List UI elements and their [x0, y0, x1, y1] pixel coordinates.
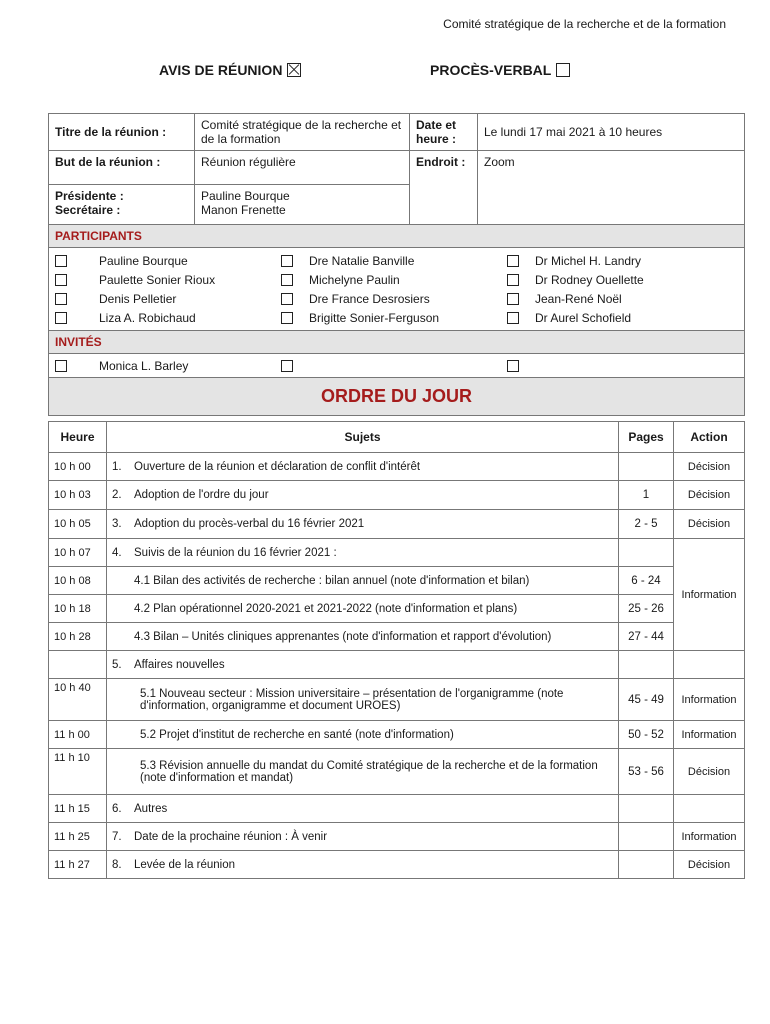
participant-name: Dre Natalie Banville	[309, 253, 415, 268]
agenda-action: Information	[674, 823, 745, 851]
participant-checkbox[interactable]	[507, 312, 519, 324]
col-action-header: Action	[674, 422, 745, 453]
agenda-action	[674, 651, 745, 679]
agenda-num: 5.	[112, 658, 122, 671]
agenda-subject: 4.1 Bilan des activités de recherche : bilan annuel (note d'information et bilan)	[134, 574, 530, 587]
agenda-pages	[619, 651, 674, 679]
agenda-pages	[619, 453, 674, 481]
agenda-subject: Adoption de l'ordre du jour	[134, 489, 269, 501]
participant-checkbox[interactable]	[281, 255, 293, 267]
agenda-action: Information	[674, 539, 745, 651]
participant-name: Pauline Bourque	[99, 253, 188, 268]
participant-checkbox[interactable]	[281, 274, 293, 286]
agenda-action: Décision	[674, 749, 745, 795]
agenda-subject: Ouverture de la réunion et déclaration de conflit d'intérêt	[134, 460, 421, 473]
agenda-pages	[619, 795, 674, 823]
agenda-subject: 5.2 Projet d'institut de recherche en santé (note d'information)	[140, 728, 454, 741]
agenda-subject: Suivis de la réunion du 16 février 2021 :	[134, 546, 337, 559]
agenda-time: 10 h 07	[49, 539, 107, 567]
agenda-row	[49, 795, 745, 823]
agenda-row	[49, 651, 745, 679]
agenda-row	[49, 453, 745, 481]
date-value: Le lundi 17 mai 2021 à 10 heures	[478, 114, 745, 151]
col-time-header: Heure	[49, 422, 107, 453]
agenda-row	[49, 539, 745, 567]
col-subjects-header: Sujets	[107, 422, 619, 453]
agenda-pages	[619, 823, 674, 851]
guest-name	[309, 356, 507, 375]
agenda-heading: ORDRE DU JOUR	[49, 378, 745, 416]
agenda-pages: 50 - 52	[619, 721, 674, 749]
agenda-row	[49, 851, 745, 879]
agenda-time: 11 h 10	[49, 749, 107, 795]
agenda-num: 8.	[112, 858, 122, 871]
agenda-time: 11 h 25	[49, 823, 107, 851]
agenda-action: Décision	[674, 481, 745, 510]
participant-name: Dr Rodney Ouellette	[535, 272, 644, 287]
agenda-time: 11 h 15	[49, 795, 107, 823]
agenda-num: 3.	[112, 518, 122, 530]
agenda-time: 10 h 28	[49, 623, 107, 651]
participant-checkbox[interactable]	[507, 293, 519, 305]
agenda-num: 6.	[112, 802, 122, 815]
agenda-pages: 1	[619, 481, 674, 510]
agenda-subject: 4.2 Plan opérationnel 2020-2021 et 2021-2022 (note d'information et plans)	[134, 602, 518, 615]
guest-name: Monica L. Barley	[99, 358, 189, 373]
agenda-subject: Affaires nouvelles	[134, 658, 225, 671]
participant-checkbox[interactable]	[507, 274, 519, 286]
notice-pv-label: PROCÈS-VERBAL	[430, 62, 552, 78]
participant-name: Brigitte Sonier-Ferguson	[309, 310, 440, 325]
avis-checked-checkbox[interactable]	[287, 63, 301, 77]
notice-avis-label: AVIS DE RÉUNION	[159, 62, 283, 78]
agenda-action: Décision	[674, 510, 745, 539]
agenda-num: 7.	[112, 830, 122, 843]
participant-name: Dre France Desrosiers	[309, 291, 430, 306]
meeting-info-table	[48, 113, 745, 416]
notice-avis	[159, 62, 301, 78]
agenda-row	[49, 567, 745, 595]
roles-labels	[49, 185, 195, 225]
secretary-label: Secrétaire :	[55, 203, 121, 217]
agenda-time: 10 h 05	[49, 510, 107, 539]
participant-name: Michelyne Paulin	[309, 272, 400, 287]
title-value: Comité stratégique de la recherche et de la formation	[195, 114, 410, 151]
agenda-pages: 53 - 56	[619, 749, 674, 795]
notice-pv	[430, 62, 570, 78]
agenda-row	[49, 679, 745, 721]
chair-value: Pauline Bourque	[201, 189, 290, 203]
pv-checkbox[interactable]	[556, 63, 570, 77]
guest-name	[535, 356, 738, 375]
participant-name: Jean-René Noël	[535, 291, 622, 306]
agenda-action: Décision	[674, 851, 745, 879]
agenda-row	[49, 595, 745, 623]
guest-checkbox[interactable]	[507, 360, 519, 372]
agenda-subject: Adoption du procès-verbal du 16 février 2021	[134, 518, 365, 530]
agenda-time: 11 h 27	[49, 851, 107, 879]
participants-heading: PARTICIPANTS	[49, 225, 745, 248]
participant-name: Dr Michel H. Landry	[535, 253, 642, 268]
secretary-value: Manon Frenette	[201, 203, 286, 217]
place-value: Zoom	[478, 151, 745, 225]
participant-checkbox[interactable]	[55, 293, 67, 305]
guests-list	[49, 354, 745, 378]
agenda-action: Information	[674, 679, 745, 721]
participant-checkbox[interactable]	[281, 293, 293, 305]
agenda-subject: Date de la prochaine réunion : À venir	[134, 830, 328, 843]
agenda-time: 10 h 40	[49, 679, 107, 721]
agenda-row	[49, 721, 745, 749]
purpose-label: But de la réunion :	[49, 151, 195, 185]
agenda-subject: 4.3 Bilan – Unités cliniques apprenantes (note d'information et rapport d'évolution)	[134, 630, 552, 643]
agenda-row	[49, 481, 745, 510]
guests-heading: INVITÉS	[49, 331, 745, 354]
purpose-value: Réunion régulière	[195, 151, 410, 185]
guest-checkbox[interactable]	[55, 360, 67, 372]
participant-name: Denis Pelletier	[99, 291, 177, 306]
chair-label: Présidente :	[55, 189, 124, 203]
agenda-row	[49, 623, 745, 651]
agenda-subject: Levée de la réunion	[134, 858, 236, 871]
agenda-time	[49, 651, 107, 679]
agenda-row	[49, 510, 745, 539]
participant-checkbox[interactable]	[55, 274, 67, 286]
agenda-pages	[619, 851, 674, 879]
agenda-subject: 5.1 Nouveau secteur : Mission universitaire – présentation de l'organigramme (note d'information, organigramme et document UROES)	[140, 687, 564, 712]
agenda-pages: 25 - 26	[619, 595, 674, 623]
agenda-pages: 2 - 5	[619, 510, 674, 539]
col-pages-header: Pages	[619, 422, 674, 453]
date-label: Date et heure :	[410, 114, 478, 151]
roles-values	[195, 185, 410, 225]
organization-header: Comité stratégique de la recherche et de la formation	[443, 17, 726, 31]
participant-checkbox[interactable]	[281, 312, 293, 324]
agenda-action: Décision	[674, 453, 745, 481]
place-label: Endroit :	[410, 151, 478, 225]
participant-checkbox[interactable]	[55, 312, 67, 324]
agenda-table	[48, 421, 745, 879]
agenda-time: 10 h 03	[49, 481, 107, 510]
agenda-pages: 45 - 49	[619, 679, 674, 721]
agenda-time: 11 h 00	[49, 721, 107, 749]
agenda-time: 10 h 18	[49, 595, 107, 623]
agenda-row	[49, 749, 745, 795]
guest-checkbox[interactable]	[281, 360, 293, 372]
participant-name: Paulette Sonier Rioux	[99, 272, 216, 287]
agenda-num: 2.	[112, 489, 122, 501]
participant-name: Dr Aurel Schofield	[535, 310, 632, 325]
agenda-row	[49, 823, 745, 851]
title-label: Titre de la réunion :	[49, 114, 195, 151]
agenda-action	[674, 795, 745, 823]
participant-checkbox[interactable]	[507, 255, 519, 267]
agenda-subject: 5.3 Révision annuelle du mandat du Comité stratégique de la recherche et de la formation (note d'information et mandat)	[140, 759, 598, 784]
agenda-num: 4.	[112, 546, 122, 559]
agenda-pages	[619, 539, 674, 567]
participant-name: Liza A. Robichaud	[99, 310, 196, 325]
agenda-pages: 27 - 44	[619, 623, 674, 651]
agenda-pages: 6 - 24	[619, 567, 674, 595]
agenda-time: 10 h 08	[49, 567, 107, 595]
agenda-num: 1.	[112, 460, 122, 473]
agenda-time: 10 h 00	[49, 453, 107, 481]
agenda-subject: Autres	[134, 802, 168, 815]
agenda-action: Information	[674, 721, 745, 749]
participants-list	[49, 248, 745, 331]
participant-checkbox[interactable]	[55, 255, 67, 267]
